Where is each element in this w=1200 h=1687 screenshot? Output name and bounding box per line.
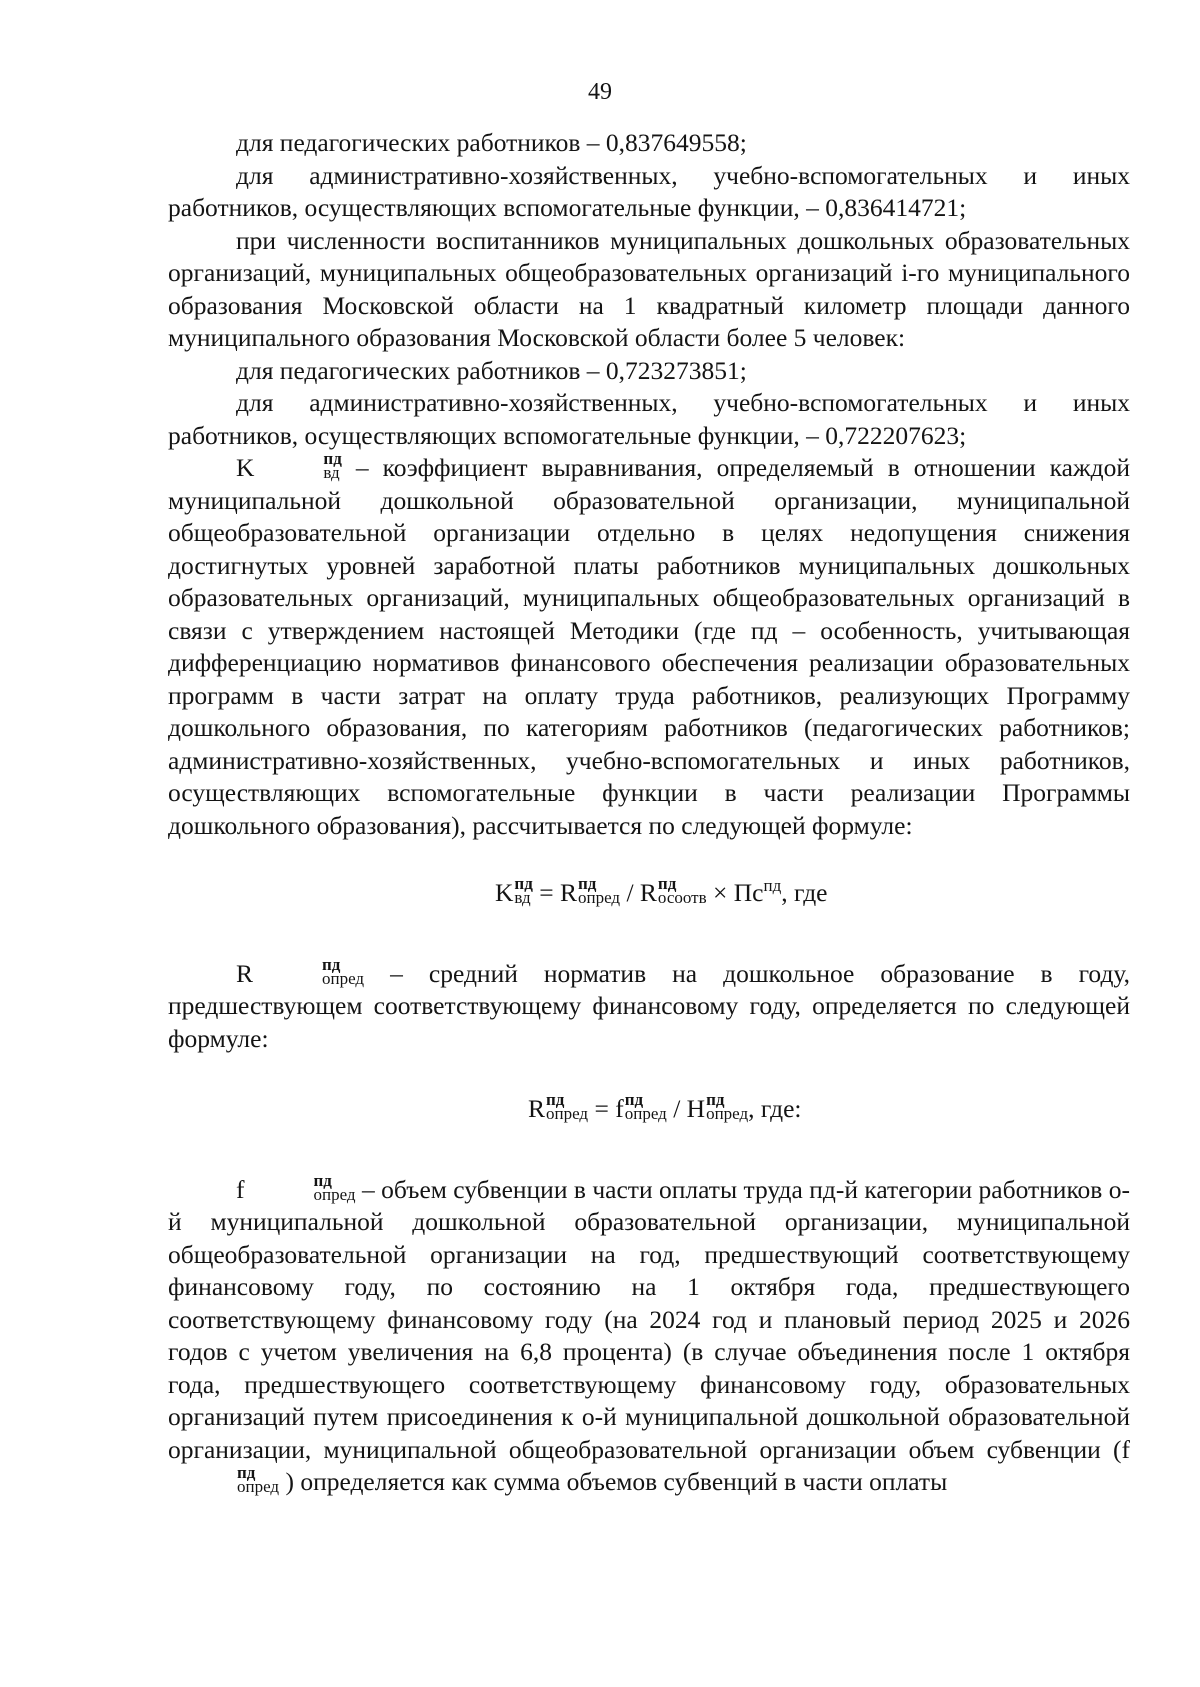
symbol-f-opred-inline: f пд опред xyxy=(237,1434,1130,1497)
formula-k-vd: K пд вд = R пд опред / R пд осоотв × $Пс^{пд}$, где xyxy=(495,874,828,908)
paragraph-f-definition: f пд опред – объем субвенции в части оплаты труда пд-й категории работников о-й муниципальной дошкольной образовательной организации, муниципальной общеобразовательной организации на год, предшествующий соответствующему финансовому году, по состоянию на 1 октября года, предшествующего соответствующему финансовому году (на 2024 год и плановый период 2025 и 2026 годов с учетом увеличения на 6,8 процента) (в случае объединения после 1 октября года, предшествующего соответствующему финансовому году, образовательных организаций путем присоединения к о-й муниципальной дошкольной образовательной организации, муниципальной общеобразовательной организации объем субвенции (f пд опред ) определяется как сумма объемов субвенций в части оплаты xyxy=(168,1170,1130,1497)
paragraph-density-condition: при численности воспитанников муниципальных дошкольных образовательных организаций, муниципальных общеобразовательных организаций i-го муниципального образования Московской области на 1 квадратный километр площади данного муниципального образования Московской области более 5 человек: xyxy=(168,225,1130,352)
paragraph-k-definition: K пд вд – коэффициент выравнивания, определяемый в отношении каждой муниципальной дошкольной образовательной организации, муниципальной общеобразовательной организации отдельно в целях недопущения снижения достигнутых уровней заработной платы работников муниципальных дошкольных образовательных организаций, муниципальных общеобразовательных организаций в связи с утверждением настоящей Методики (где пд – особенность, учитывающая дифференциацию нормативов финансового обеспечения реализации образовательных программ в части затрат на оплату труда работников, реализующих Программу дошкольного образования, по категориям работников (педагогических работников; административно-хозяйственных, учебно-вспомогательных и иных работников, осуществляющих вспомогательные функции в части реализации Программы дошкольного образования), рассчитывается по следующей формуле: xyxy=(168,449,1130,840)
formula-r-opred: R пд опред = f пд опред / Н пд опред , где: xyxy=(528,1090,802,1124)
symbol-r-opred: R пд опред xyxy=(236,954,365,988)
paragraph-admin-coef-1: для административно-хозяйственных, учебно-вспомогательных и иных работников, осуществляющих вспомогательные функции, – 0,836414721; xyxy=(168,160,1130,222)
paragraph-ped-coef-2: для педагогических работников – 0,723273851; xyxy=(236,355,747,385)
page-number: 49 xyxy=(588,79,612,105)
symbol-f-opred: f пд опред xyxy=(236,1170,356,1204)
symbol-k-vd: K пд вд xyxy=(236,449,342,483)
paragraph-r-definition: R пд опред – средний норматив на дошкольное образование в году, предшествующем соответствующему финансовому году, определяется по следующей формуле: xyxy=(168,954,1130,1053)
document-body xyxy=(168,127,1130,1499)
paragraph-ped-coef-1: для педагогических работников – 0,837649558; xyxy=(236,128,747,157)
paragraph-admin-coef-2: для административно-хозяйственных, учебно-вспомогательных и иных работников, осуществляющих вспомогательные функции, – 0,722207623; xyxy=(168,388,1130,450)
